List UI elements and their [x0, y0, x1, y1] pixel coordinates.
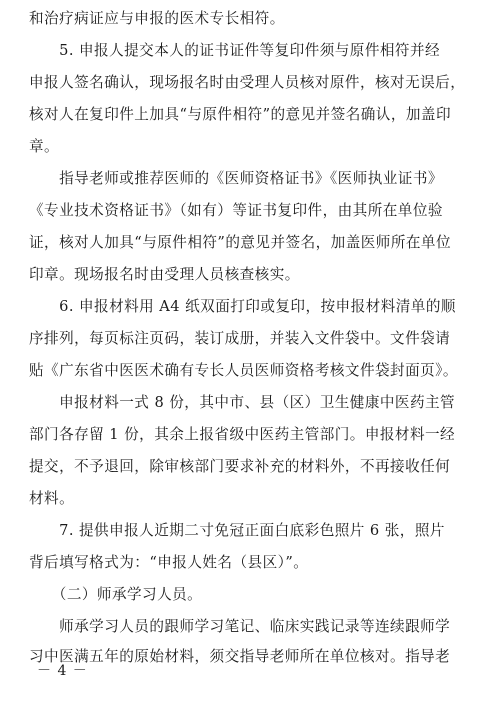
text-line: 《专业技术资格证书》（如有）等证书复印件，由其所在单位验	[29, 202, 443, 219]
text-line: 7. 提供申报人近期二寸免冠正面白底彩色照片 6 张，照片	[29, 522, 445, 539]
text-line: 申报材料一式 8 份，其中市、县（区）卫生健康中医药主管	[29, 394, 456, 411]
text-line: 印章。现场报名时由受理人员核查核实。	[29, 266, 300, 283]
text-line: 部门各存留 1 份，其余上报省级中医药主管部门。申报材料一经	[29, 426, 456, 443]
text-line: 贴《广东省中医医术确有专长人员医师资格考核文件袋封面页》。	[29, 362, 458, 379]
text-line: 习中医满五年的原始材料，须交指导老师所在单位核对。指导老	[29, 648, 451, 665]
text-line: 序排列，每页标注页码，装订成册，并装入文件袋中。文件袋请	[29, 330, 451, 347]
text-line: 指导老师或推荐医师的《医师资格证书》《医师执业证书》	[29, 170, 443, 187]
section-heading: （二）师承学习人员。	[29, 586, 203, 603]
text-line: 6. 申报材料用 A4 纸双面打印或复印，按申报材料清单的顺	[29, 298, 456, 315]
text-line: 章。	[29, 138, 60, 155]
text-line: 师承学习人员的跟师学习笔记、临床实践记录等连续跟师学	[29, 618, 451, 635]
text-line: 5. 申报人提交本人的证书证件等复印件须与原件相符并经	[29, 42, 441, 59]
text-line: 证，核对人加具“与原件相符”的意见并签名，加盖医师所在单位	[29, 234, 452, 251]
text-line: 和治疗病证应与申报的医术专长相符。	[29, 10, 285, 27]
text-line: 材料。	[29, 490, 75, 507]
page-number: － 4 －	[37, 663, 88, 679]
text-line: 背后填写格式为：“申报人姓名（县区）”。	[29, 554, 309, 571]
text-line: 核对人在复印件上加具“与原件相符”的意见并签名确认，加盖印	[29, 106, 452, 123]
text-line: 申报人签名确认，现场报名时由受理人员核对原件，核对无误后，	[29, 74, 466, 91]
text-line: 提交，不予退回，除审核部门要求补充的材料外，不再接收任何	[29, 458, 451, 475]
